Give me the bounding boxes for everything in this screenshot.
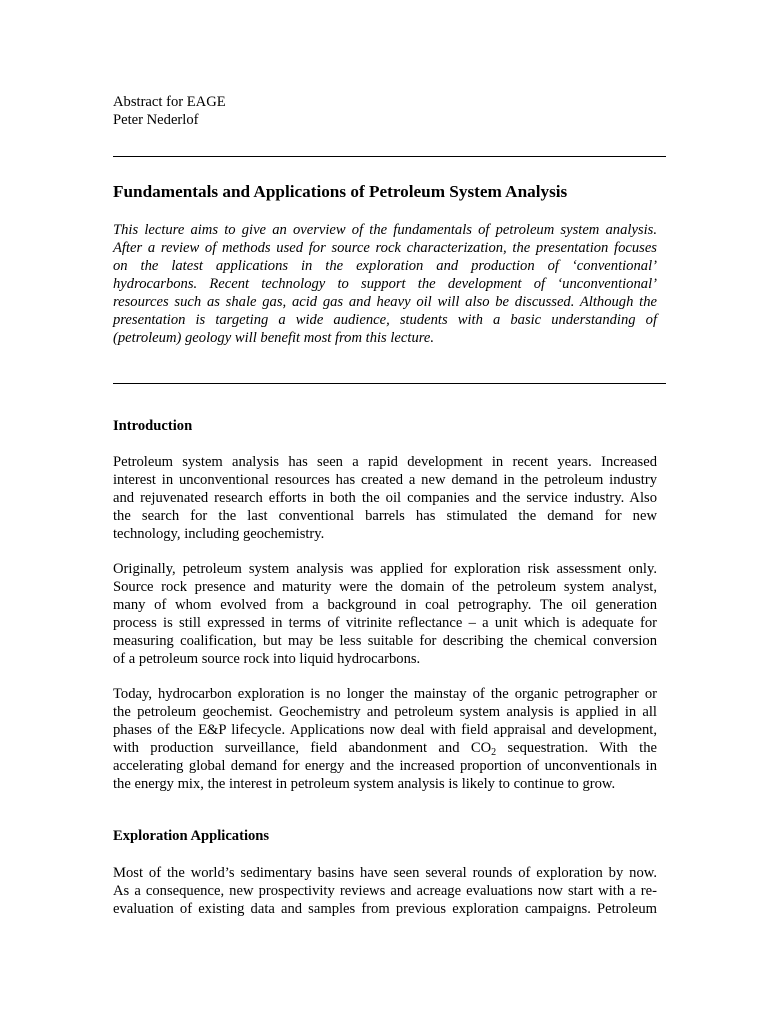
intro-paragraph-2	[113, 560, 657, 668]
paragraph-line: and rejuvenated research efforts in both the oil companies and the service industry. Also	[113, 490, 657, 506]
exploration-paragraph-1	[113, 864, 657, 918]
header-author: Peter Nederlof	[113, 112, 199, 128]
paragraph-line: measuring coalification, but may be less suitable for describing the chemical conversion	[113, 633, 657, 649]
paragraph-line: many of whom evolved from a background in coal petrography. The oil generation	[113, 597, 657, 613]
paragraph-line: Originally, petroleum system analysis was applied for exploration risk assessment only.	[113, 561, 657, 577]
divider-top	[113, 156, 666, 157]
paragraph-line: Most of the world’s sedimentary basins have seen several rounds of exploration by now.	[113, 865, 657, 881]
paragraph-line: the energy mix, the interest in petroleum system analysis is likely to continue to grow.	[113, 776, 616, 792]
paragraph-line: of a petroleum source rock into liquid hydrocarbons.	[113, 651, 421, 667]
paragraph-line: the search for the last conventional barrels has stimulated the demand for new	[113, 508, 657, 524]
co2-text-before: with production surveillance, field abandonment and CO	[113, 740, 492, 756]
paragraph-line: Today, hydrocarbon exploration is no longer the mainstay of the organic petrographer or	[113, 686, 657, 702]
abstract-line: on the latest applications in the exploration and production of ‘conventional’	[113, 258, 657, 274]
paragraph-line: Source rock presence and maturity were the domain of the petroleum system analyst,	[113, 579, 657, 595]
paragraph-line: evaluation of existing data and samples from previous exploration campaigns. Petroleum	[113, 901, 657, 917]
heading-exploration-applications: Exploration Applications	[113, 828, 270, 844]
abstract-paragraph	[113, 221, 657, 347]
abstract-line: After a review of methods used for source rock characterization, the presentation focuses	[113, 240, 657, 256]
abstract-line: (petroleum) geology will benefit most from this lecture.	[113, 330, 435, 346]
paragraph-line: the petroleum geochemist. Geochemistry and petroleum system analysis is applied in all	[113, 704, 657, 720]
paragraph-line: process is still expressed in terms of vitrinite reflectance – a unit which is adequate for	[113, 615, 657, 631]
paragraph-line: interest in unconventional resources has created a new demand in the petroleum industry	[113, 472, 657, 488]
paragraph-line-co2	[113, 739, 657, 757]
abstract-line: presentation is targeting a wide audience, students with a basic understanding of	[113, 312, 657, 328]
divider-bottom	[113, 383, 666, 384]
co2-text-after: sequestration. With the	[496, 740, 657, 756]
header-event: Abstract for EAGE	[113, 94, 226, 110]
paragraph-line: phases of the E&P lifecycle. Applications now deal with field appraisal and development,	[113, 722, 657, 738]
paragraph-line: accelerating global demand for energy and the increased proportion of unconventionals in	[113, 758, 657, 774]
abstract-line: This lecture aims to give an overview of the fundamentals of petroleum system analysis.	[113, 222, 657, 238]
paragraph-line: As a consequence, new prospectivity reviews and acreage evaluations now start with a re-	[113, 883, 657, 899]
document-title: Fundamentals and Applications of Petroleum System Analysis	[113, 182, 568, 201]
heading-introduction: Introduction	[113, 418, 193, 434]
paragraph-line: technology, including geochemistry.	[113, 526, 325, 542]
abstract-line: hydrocarbons. Recent technology to support the development of ‘unconventional’	[113, 276, 657, 292]
co2-subscript: 2	[491, 747, 497, 758]
intro-paragraph-1	[113, 453, 657, 543]
intro-paragraph-3	[113, 685, 657, 793]
abstract-line: resources such as shale gas, acid gas and heavy oil will also be discussed. Although the	[113, 294, 657, 310]
paragraph-line: Petroleum system analysis has seen a rapid development in recent years. Increased	[113, 454, 657, 470]
